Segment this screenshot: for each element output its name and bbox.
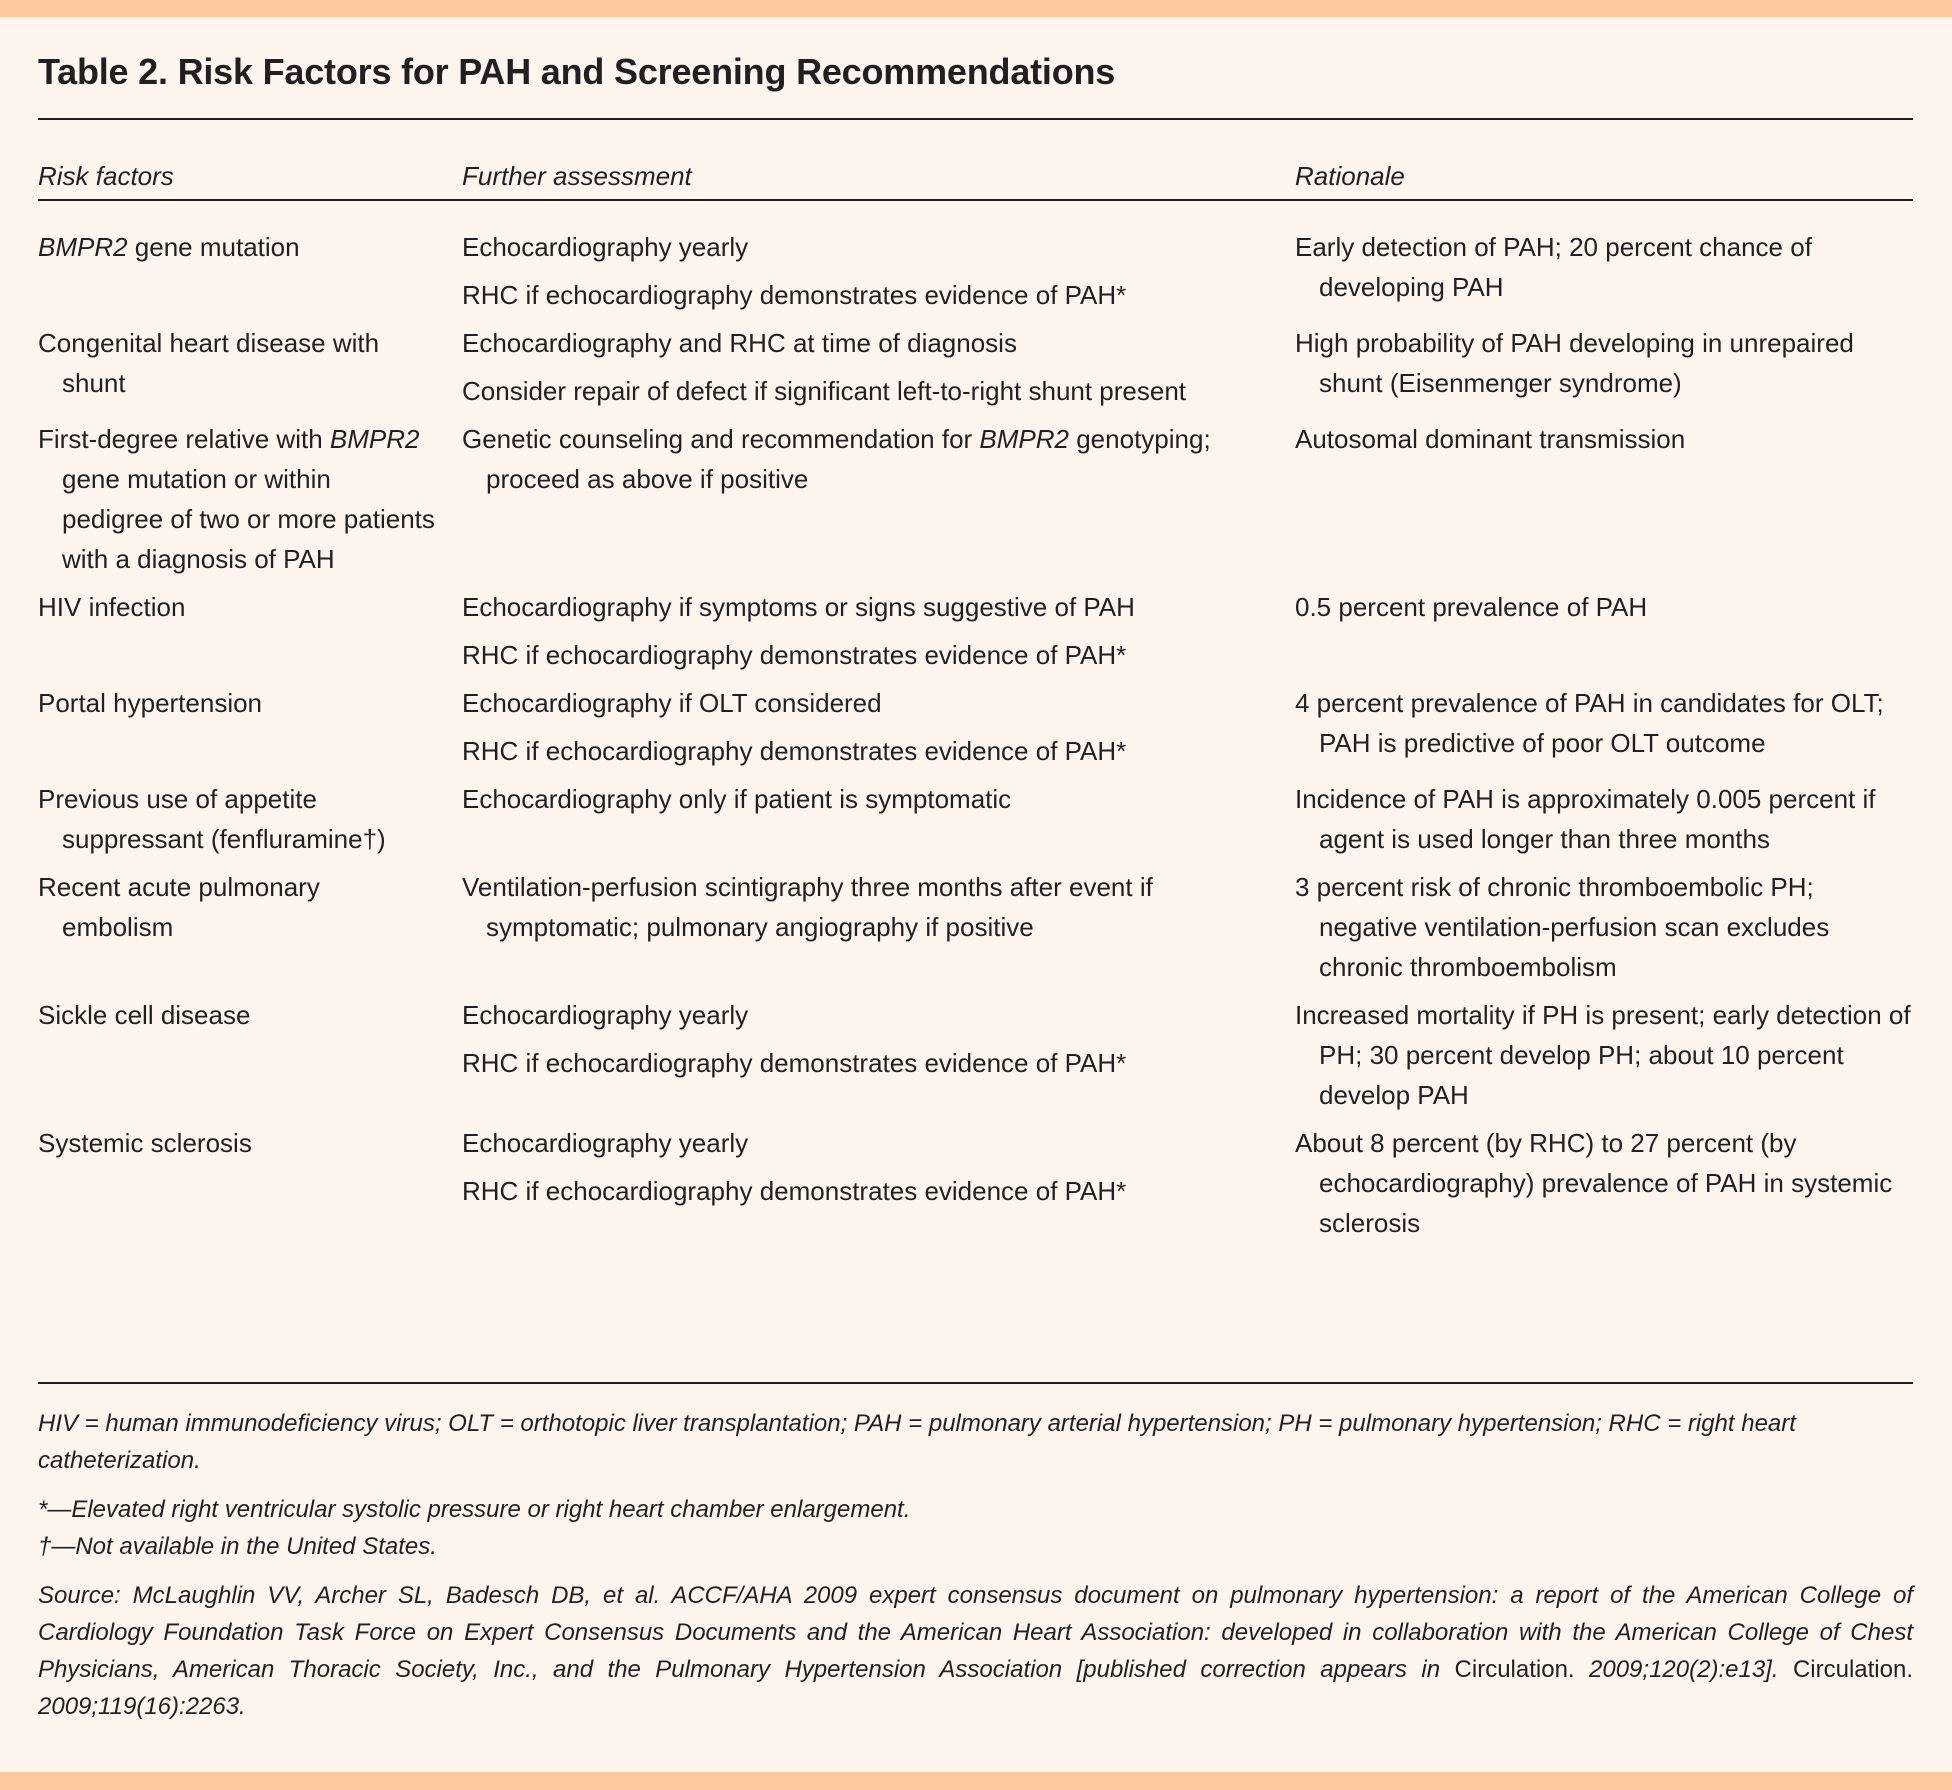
- rationale-cell: [1295, 1123, 1913, 1243]
- table-header: [38, 158, 1913, 194]
- table-row: [38, 323, 1913, 419]
- rationale-text: Autosomal dominant transmission: [1295, 424, 1686, 454]
- table-row: [38, 995, 1913, 1123]
- table-footnotes: [38, 1405, 1913, 1737]
- assessment-item: Echocardiography and RHC at time of diagnosis: [462, 328, 1017, 358]
- assessment-cell: [462, 867, 1270, 987]
- gene-name: BMPR2: [979, 424, 1069, 454]
- assessment-cell: [462, 227, 1270, 315]
- dagger-footnote: †—Not available in the United States.: [38, 1533, 437, 1560]
- risk-factor-text: Recent acute pulmonary embolism: [38, 872, 320, 942]
- table-row: [38, 419, 1913, 587]
- assessment-item: Echocardiography yearly: [462, 1128, 749, 1158]
- risk-factor-cell: [38, 779, 438, 859]
- header-rule: [38, 199, 1913, 201]
- risk-factor-cell: [38, 419, 438, 579]
- rationale-text: About 8 percent (by RHC) to 27 percent (by echocardiography) prevalence of PAH in systemic sclerosis: [1295, 1128, 1893, 1238]
- risk-factor-text: Congenital heart disease with shunt: [38, 328, 380, 398]
- table-row: [38, 227, 1913, 323]
- assessment-item: RHC if echocardiography demonstrates evidence of PAH*: [462, 1176, 1127, 1206]
- assessment-item: RHC if echocardiography demonstrates evidence of PAH*: [462, 280, 1127, 310]
- table-row: [38, 683, 1913, 779]
- risk-factor-text: BMPR2 gene mutation: [38, 232, 300, 262]
- table-body: [38, 227, 1913, 1251]
- assessment-cell: [462, 779, 1270, 859]
- assessment-item: RHC if echocardiography demonstrates evidence of PAH*: [462, 640, 1127, 670]
- assessment-cell: [462, 683, 1270, 771]
- assessment-cell: [462, 1123, 1270, 1243]
- risk-factor-cell: [38, 227, 438, 315]
- rationale-text: 3 percent risk of chronic thromboembolic PH; negative ventilation-perfusion scan excludes chronic thromboembolism: [1295, 872, 1830, 982]
- rationale-text: Incidence of PAH is approximately 0.005 percent if agent is used longer than three months: [1295, 784, 1876, 854]
- column-header-further-assessment: Further assessment: [462, 161, 692, 191]
- bottom-decorative-band: [0, 1772, 1952, 1790]
- assessment-item: Echocardiography yearly: [462, 1000, 749, 1030]
- top-rule: [38, 118, 1913, 120]
- rationale-cell: [1295, 419, 1913, 579]
- rationale-cell: [1295, 867, 1913, 987]
- risk-factor-text: First-degree relative with BMPR2 gene mutation or within pedigree of two or more patients with a diagnosis of PAH: [38, 424, 435, 574]
- table-row: [38, 779, 1913, 867]
- assessment-item: Echocardiography if OLT considered: [462, 688, 882, 718]
- risk-factor-cell: [38, 1123, 438, 1243]
- assessment-cell: [462, 323, 1270, 411]
- rationale-text: High probability of PAH developing in unrepaired shunt (Eisenmenger syndrome): [1295, 328, 1854, 398]
- table-row: [38, 867, 1913, 995]
- rationale-cell: [1295, 587, 1913, 675]
- asterisk-footnote: *—Elevated right ventricular systolic pressure or right heart chamber enlargement.: [38, 1496, 911, 1523]
- bottom-rule: [38, 1382, 1913, 1384]
- assessment-cell: [462, 587, 1270, 675]
- table-title: Table 2. Risk Factors for PAH and Screening Recommendations: [38, 51, 1116, 92]
- assessment-item: Echocardiography if symptoms or signs suggestive of PAH: [462, 592, 1135, 622]
- gene-name: BMPR2: [329, 424, 420, 454]
- abbreviations-note: HIV = human immunodeficiency virus; OLT = orthotopic liver transplantation; PAH = pulmonary arterial hypertension; PH = pulmonary hypertension; RHC = right heart catheterization.: [38, 1410, 1796, 1474]
- rationale-text: 0.5 percent prevalence of PAH: [1295, 592, 1648, 622]
- gene-name: BMPR2: [38, 232, 128, 262]
- assessment-item: Genetic counseling and recommendation for BMPR2 genotyping; proceed as above if positive: [462, 424, 1211, 494]
- rationale-text: Early detection of PAH; 20 percent chance of developing PAH: [1295, 232, 1812, 302]
- risk-factor-text: Portal hypertension: [38, 688, 263, 718]
- assessment-cell: [462, 419, 1270, 579]
- top-decorative-band: [0, 0, 1952, 17]
- assessment-item: RHC if echocardiography demonstrates evidence of PAH*: [462, 736, 1127, 766]
- journal-name: Circulation.: [1454, 1656, 1575, 1683]
- column-header-risk-factors: Risk factors: [38, 161, 174, 191]
- table-row: [38, 587, 1913, 683]
- assessment-item: Echocardiography only if patient is symptomatic: [462, 784, 1012, 814]
- risk-factor-text: Systemic sclerosis: [38, 1128, 252, 1158]
- risk-factor-cell: [38, 867, 438, 987]
- table-row: [38, 1123, 1913, 1251]
- column-header-rationale: Rationale: [1295, 161, 1405, 191]
- risk-factor-cell: [38, 323, 438, 411]
- assessment-cell: [462, 995, 1270, 1115]
- assessment-item: Consider repair of defect if significant left-to-right shunt present: [462, 376, 1187, 406]
- risk-factor-text: Previous use of appetite suppressant (fenfluramine†): [38, 784, 386, 854]
- rationale-text: Increased mortality if PH is present; early detection of PH; 30 percent develop PH; about 10 percent develop PAH: [1295, 1000, 1911, 1110]
- rationale-text: 4 percent prevalence of PAH in candidates for OLT; PAH is predictive of poor OLT outcome: [1295, 688, 1884, 758]
- rationale-cell: [1295, 683, 1913, 771]
- assessment-item: RHC if echocardiography demonstrates evidence of PAH*: [462, 1048, 1127, 1078]
- assessment-item: Echocardiography yearly: [462, 232, 749, 262]
- risk-factor-cell: [38, 587, 438, 675]
- risk-factor-cell: [38, 683, 438, 771]
- journal-name: Circulation.: [1792, 1656, 1913, 1683]
- source-citation: Source: McLaughlin VV, Archer SL, Badesch DB, et al. ACCF/AHA 2009 expert consensus document on pulmonary hypertension: a report of the American College of Cardiology Foundation Task Force on Expert Consensus Documents and the American Heart Association: developed in collaboration with the American College of Chest Physicians, American Thoracic Society, Inc., and the Pulmonary Hypertension Association [published correction appears in Circulation. 2009;120(2):e13]. Circulation. 2009;119(16):2263.: [38, 1582, 1913, 1720]
- rationale-cell: [1295, 323, 1913, 411]
- rationale-cell: [1295, 227, 1913, 315]
- risk-factor-cell: [38, 995, 438, 1115]
- rationale-cell: [1295, 995, 1913, 1115]
- risk-factor-text: Sickle cell disease: [38, 1000, 251, 1030]
- assessment-item: Ventilation-perfusion scintigraphy three months after event if symptomatic; pulmonary angiography if positive: [462, 872, 1153, 942]
- rationale-cell: [1295, 779, 1913, 859]
- risk-factor-text: HIV infection: [38, 592, 186, 622]
